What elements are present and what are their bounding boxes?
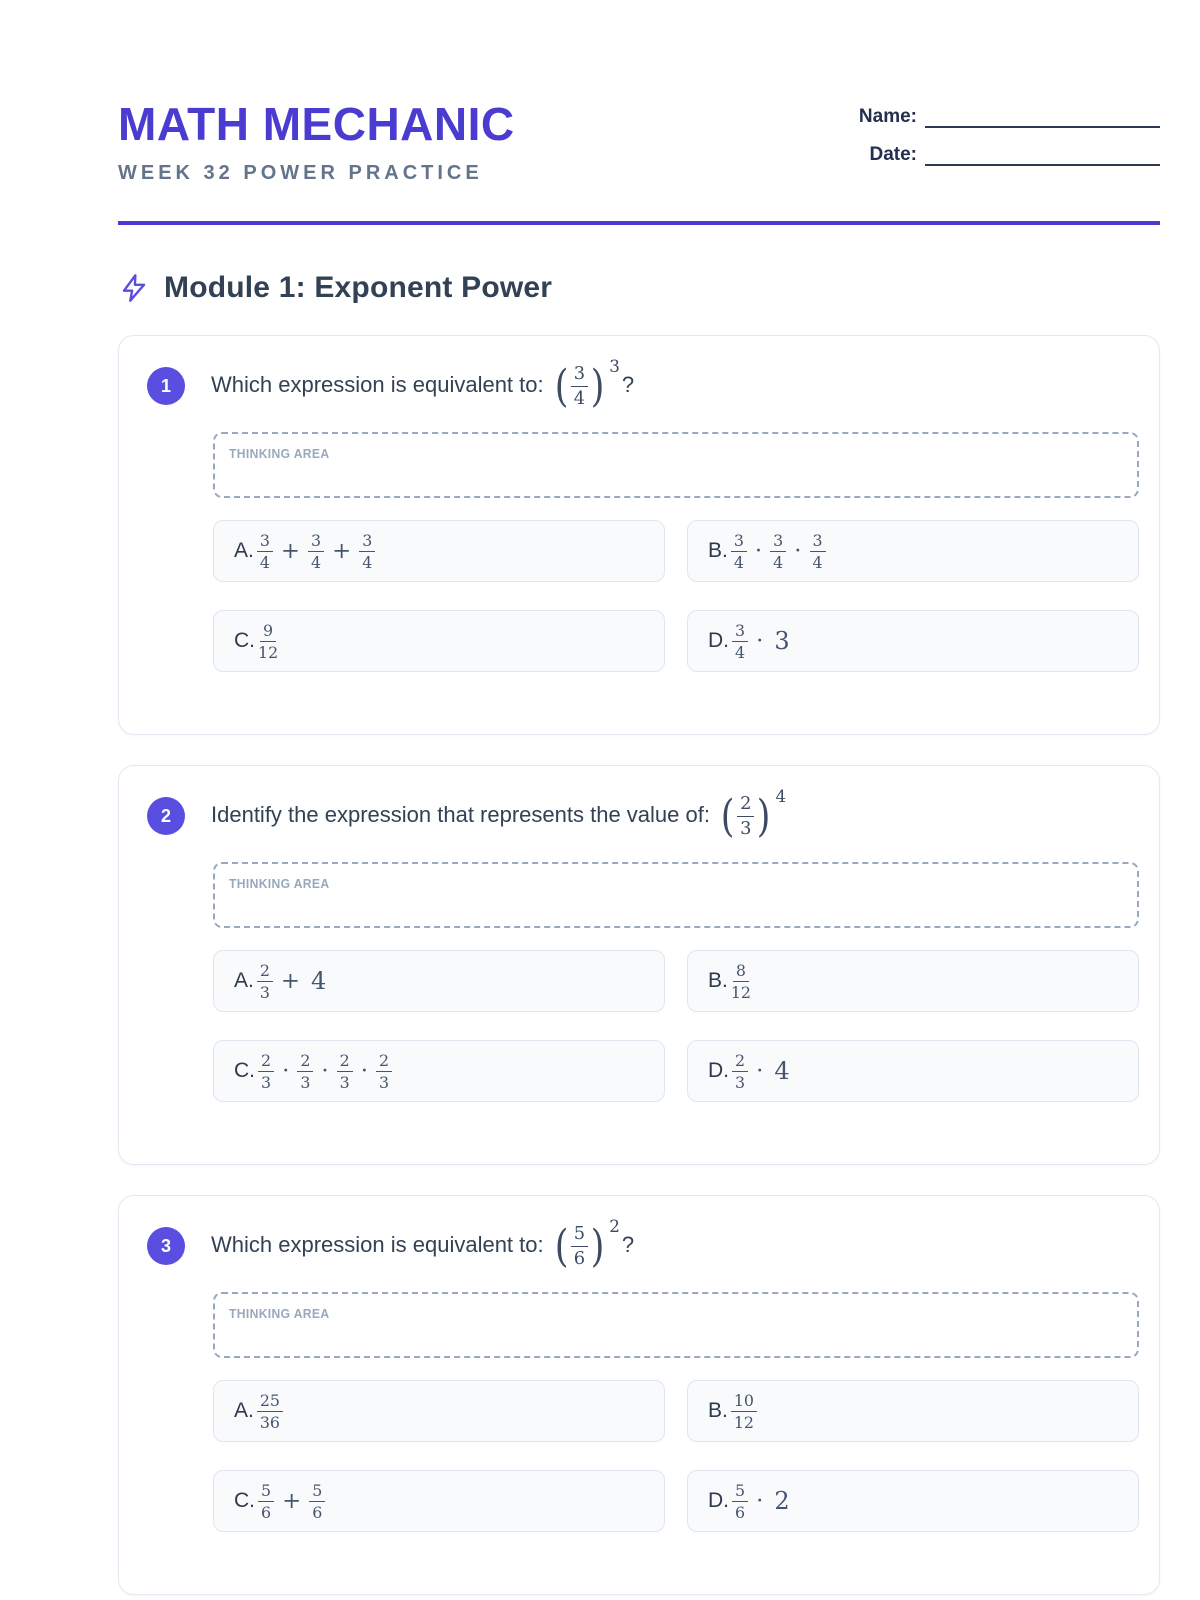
question-3-prompt-text: Which expression is equivalent to: <box>211 1232 550 1258</box>
question-3-number-badge <box>147 1227 185 1265</box>
option-d[interactable] <box>687 1470 1139 1532</box>
worksheet-subtitle: WEEK 32 POWER PRACTICE <box>118 162 483 185</box>
option-a[interactable] <box>213 1380 665 1442</box>
option-b[interactable] <box>687 520 1139 582</box>
option-letter: D. <box>708 1059 729 1083</box>
name-row <box>859 106 1160 128</box>
question-3-body <box>213 1292 1139 1532</box>
question-1-head <box>147 355 1139 412</box>
question-3-prompt-suffix: ? <box>621 1232 635 1258</box>
thinking-area-label: THINKING AREA <box>229 876 330 892</box>
option-letter: B. <box>708 539 728 563</box>
module-title: Module 1: Exponent Power <box>164 271 553 305</box>
option-math: $\frac{3}{4}$ · $\frac{3}{4}$ · $\frac{3}{4}$ <box>731 532 826 572</box>
option-math: $\frac{25}{36}$ <box>257 1392 283 1432</box>
worksheet-title: MATH MECHANIC <box>118 98 515 150</box>
thinking-area[interactable] <box>213 862 1139 928</box>
option-math: $\frac{3}{4}$ · 3 <box>732 622 790 662</box>
option-letter: D. <box>708 1489 729 1513</box>
lightning-bolt-icon <box>118 272 150 304</box>
question-3-options <box>213 1380 1139 1532</box>
thinking-area-label: THINKING AREA <box>229 446 330 462</box>
question-2-options <box>213 950 1139 1102</box>
fill-in-fields <box>859 106 1160 166</box>
question-2-prompt <box>211 785 788 842</box>
question-card-2 <box>118 765 1160 1165</box>
module-heading <box>118 271 1160 305</box>
date-label: Date: <box>869 144 917 165</box>
name-label: Name: <box>858 106 917 127</box>
option-letter: B. <box>708 969 728 993</box>
option-math: $\frac{5}{6}$ + $\frac{5}{6}$ <box>258 1482 325 1522</box>
question-1-math: ( $\frac{3}{4}$ ) 3 <box>554 355 620 412</box>
option-b[interactable] <box>687 1380 1139 1442</box>
option-math: $\frac{2}{3}$ + 4 <box>257 962 326 1002</box>
date-field-line[interactable] <box>925 144 1160 166</box>
option-math: $\frac{5}{6}$ · 2 <box>732 1482 790 1522</box>
question-1-number: 1 <box>160 375 171 396</box>
question-2-number: 2 <box>160 805 171 826</box>
option-math: $\frac{8}{12}$ <box>730 960 751 1002</box>
option-c[interactable] <box>213 1470 665 1532</box>
thinking-area[interactable] <box>213 1292 1139 1358</box>
question-2-math: ( $\frac{2}{3}$ ) 4 <box>720 785 787 842</box>
option-c[interactable] <box>213 610 665 672</box>
question-1-prompt-text: Which expression is equivalent to: <box>211 372 550 398</box>
name-field-line[interactable] <box>925 106 1160 128</box>
question-card-1 <box>118 335 1160 735</box>
question-2-prompt-text: Identify the expression that represents the value of: <box>211 802 717 828</box>
question-3-head <box>147 1215 1139 1272</box>
question-3-math: ( $\frac{5}{6}$ ) 2 <box>554 1215 620 1272</box>
question-3-prompt <box>211 1215 635 1272</box>
option-d[interactable] <box>687 610 1139 672</box>
question-1-prompt <box>211 355 635 412</box>
option-letter: B. <box>708 1399 728 1423</box>
question-2-number-badge <box>147 797 185 835</box>
option-letter: A. <box>234 1399 254 1423</box>
option-letter: C. <box>234 1059 255 1083</box>
question-1-options <box>213 520 1139 672</box>
brand-block <box>118 100 515 185</box>
option-letter: C. <box>234 629 255 653</box>
option-math: $\frac{10}{12}$ <box>731 1392 757 1432</box>
option-letter: A. <box>234 539 254 563</box>
option-a[interactable] <box>213 520 665 582</box>
option-d[interactable] <box>687 1040 1139 1102</box>
worksheet-header <box>118 100 1160 185</box>
question-card-3 <box>118 1195 1160 1595</box>
option-math: $\frac{2}{3}$ · 4 <box>732 1052 790 1092</box>
option-math: $\frac{2}{3}$ · $\frac{2}{3}$ · $\frac{2}{3}$ · $\frac{2}{3}$ <box>258 1052 392 1092</box>
header-divider <box>118 221 1160 225</box>
option-letter: A. <box>234 969 254 993</box>
thinking-area-label: THINKING AREA <box>229 1306 330 1322</box>
option-b[interactable] <box>687 950 1139 1012</box>
option-letter: D. <box>708 629 729 653</box>
question-2-head <box>147 785 1139 842</box>
question-1-prompt-suffix: ? <box>621 372 635 398</box>
thinking-area[interactable] <box>213 432 1139 498</box>
option-math: $\frac{3}{4}$ + $\frac{3}{4}$ + $\frac{3}{4}$ <box>257 532 375 572</box>
question-3-number: 3 <box>160 1235 171 1256</box>
question-1-body <box>213 432 1139 672</box>
option-letter: C. <box>234 1489 255 1513</box>
question-2-body <box>213 862 1139 1102</box>
option-c[interactable] <box>213 1040 665 1102</box>
option-math: $\frac{9}{12}$ <box>258 620 279 662</box>
option-a[interactable] <box>213 950 665 1012</box>
date-row <box>869 144 1160 166</box>
question-1-number-badge <box>147 367 185 405</box>
